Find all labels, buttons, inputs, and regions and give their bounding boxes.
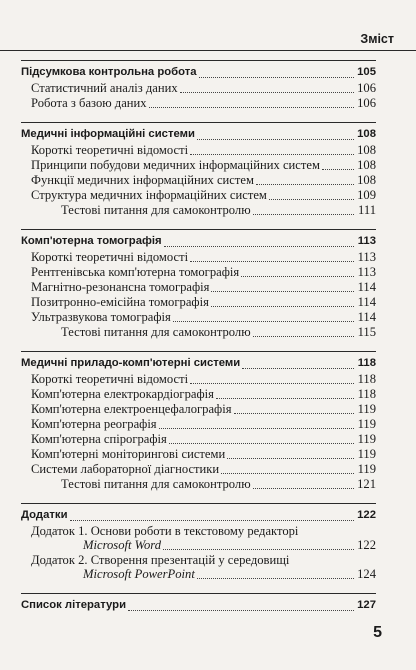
toc-entry-page: 109 — [357, 188, 376, 202]
dot-leader — [169, 443, 354, 444]
toc-section — [21, 351, 376, 498]
dot-leader — [163, 549, 354, 550]
toc-heading-label: Медичні приладо-комп'ютерні системи — [21, 357, 241, 369]
toc-entry-label: Microsoft Word — [83, 538, 162, 552]
toc-entry-page: 106 — [357, 96, 376, 110]
toc-entry[interactable] — [21, 417, 376, 432]
toc-section — [21, 229, 376, 346]
dot-leader — [164, 246, 354, 247]
toc-entry[interactable] — [21, 203, 376, 218]
toc-entry-page: 114 — [357, 295, 376, 309]
dot-leader — [322, 169, 354, 170]
toc-heading-label: Додатки — [21, 509, 68, 521]
toc-heading-page: 122 — [357, 509, 376, 521]
toc-heading[interactable] — [21, 126, 376, 143]
dot-leader — [253, 488, 354, 489]
toc-entry-label: Комп'ютерна електрокардіографія — [31, 387, 214, 401]
toc-heading-label: Список літератури — [21, 599, 127, 611]
toc-entry-page: 108 — [357, 158, 376, 172]
dot-leader — [242, 368, 354, 369]
toc-entry-label: Робота з базою даних — [31, 96, 147, 110]
dot-leader — [199, 77, 354, 78]
toc-entry-page: 119 — [357, 417, 376, 431]
toc-entry[interactable] — [21, 295, 376, 310]
toc-entry[interactable] — [21, 310, 376, 325]
toc-heading[interactable] — [21, 64, 376, 81]
dot-leader — [269, 199, 354, 200]
toc-entry-label: Тестові питання для самоконтролю — [61, 477, 251, 491]
toc-entry-label: Комп'ютерна спірографія — [31, 432, 167, 446]
dot-leader — [253, 214, 354, 215]
toc-entry[interactable] — [21, 96, 376, 111]
toc-entry-page: 108 — [357, 173, 376, 187]
toc-entry-label: Комп'ютерна електроенцефалографія — [31, 402, 232, 416]
toc-entry[interactable] — [21, 188, 376, 203]
toc-heading-label: Комп'ютерна томографія — [21, 235, 162, 247]
toc-heading-page: 127 — [357, 599, 376, 611]
toc-entry-label: Функції медичних інформаційних систем — [31, 173, 254, 187]
toc-entry-label: Додаток 2. Створення презентацій у середовищі — [31, 553, 290, 567]
toc-entry-label: Магнітно-резонансна томографія — [31, 280, 210, 294]
toc-entry-page: 118 — [357, 387, 376, 401]
toc-entry-page: 119 — [357, 432, 376, 446]
table-of-contents — [21, 60, 376, 625]
dot-leader — [190, 261, 354, 262]
dot-leader — [180, 92, 354, 93]
toc-heading[interactable] — [21, 507, 376, 524]
toc-entry-page: 118 — [357, 372, 376, 386]
toc-entry[interactable] — [21, 524, 376, 538]
toc-section — [21, 122, 376, 224]
toc-entry-page: 114 — [357, 280, 376, 294]
toc-entry[interactable] — [21, 567, 376, 582]
dot-leader — [197, 578, 354, 579]
page-number: 5 — [373, 624, 382, 641]
toc-heading-page: 108 — [357, 128, 376, 140]
toc-entry-page: 115 — [357, 325, 376, 339]
toc-heading[interactable] — [21, 355, 376, 372]
toc-heading[interactable] — [21, 597, 376, 614]
dot-leader — [256, 184, 354, 185]
toc-heading[interactable] — [21, 233, 376, 250]
toc-entry-label: Позитронно-емісійна томографія — [31, 295, 209, 309]
toc-entry-label: Короткі теоретичні відомості — [31, 143, 189, 157]
header-title: Зміст — [360, 32, 394, 46]
toc-entry-label: Тестові питання для самоконтролю — [61, 203, 251, 217]
toc-entry-page: 121 — [357, 477, 376, 491]
toc-entry-label: Ультразвукова томографія — [31, 310, 171, 324]
toc-entry[interactable] — [21, 265, 376, 280]
toc-entry[interactable] — [21, 553, 376, 567]
toc-entry-page: 108 — [357, 143, 376, 157]
dot-leader — [190, 383, 354, 384]
toc-entry-label: Комп'ютерна реографія — [31, 417, 157, 431]
dot-leader — [149, 107, 354, 108]
toc-entry-page: 119 — [357, 462, 376, 476]
toc-entry[interactable] — [21, 477, 376, 492]
toc-entry-label: Рентгенівська комп'ютерна томографія — [31, 265, 240, 279]
toc-entry[interactable] — [21, 387, 376, 402]
dot-leader — [211, 291, 354, 292]
toc-heading-page: 118 — [357, 357, 376, 369]
toc-entry-label: Тестові питання для самоконтролю — [61, 325, 251, 339]
toc-entry-page: 106 — [357, 81, 376, 95]
toc-section — [21, 60, 376, 117]
toc-entry-label: Короткі теоретичні відомості — [31, 372, 189, 386]
dot-leader — [211, 306, 354, 307]
dot-leader — [173, 321, 354, 322]
toc-entry-page: 113 — [357, 250, 376, 264]
dot-leader — [70, 520, 354, 521]
dot-leader — [128, 610, 354, 611]
toc-entry-page: 124 — [357, 567, 376, 581]
toc-section — [21, 503, 376, 588]
toc-entry[interactable] — [21, 462, 376, 477]
toc-heading-label: Підсумкова контрольна робота — [21, 66, 197, 78]
toc-entry-label: Статистичний аналіз даних — [31, 81, 178, 95]
toc-entry[interactable] — [21, 432, 376, 447]
toc-entry[interactable] — [21, 143, 376, 158]
toc-entry-label: Принципи побудови медичних інформаційних систем — [31, 158, 320, 172]
dot-leader — [216, 398, 354, 399]
toc-entry[interactable] — [21, 158, 376, 173]
toc-entry[interactable] — [21, 173, 376, 188]
dot-leader — [241, 276, 354, 277]
toc-entry-page: 113 — [357, 265, 376, 279]
toc-entry-label: Короткі теоретичні відомості — [31, 250, 189, 264]
toc-heading-page: 113 — [357, 235, 376, 247]
toc-entry-label: Системи лабораторної діагностики — [31, 462, 220, 476]
toc-entry-label: Комп'ютерні моніторингові системи — [31, 447, 226, 461]
toc-section — [21, 593, 376, 620]
dot-leader — [221, 473, 354, 474]
toc-entry[interactable] — [21, 447, 376, 462]
dot-leader — [190, 154, 354, 155]
running-header — [0, 28, 416, 51]
toc-entry[interactable] — [21, 538, 376, 553]
dot-leader — [234, 413, 355, 414]
toc-heading-page: 105 — [357, 66, 376, 78]
toc-entry-page: 114 — [357, 310, 376, 324]
toc-entry-page: 119 — [357, 447, 376, 461]
dot-leader — [227, 458, 354, 459]
toc-entry[interactable] — [21, 250, 376, 265]
toc-entry[interactable] — [21, 81, 376, 96]
toc-entry-label: Структура медичних інформаційних систем — [31, 188, 267, 202]
dot-leader — [159, 428, 354, 429]
toc-entry-page: 119 — [357, 402, 376, 416]
toc-entry[interactable] — [21, 280, 376, 295]
toc-entry-page: 122 — [357, 538, 376, 552]
dot-leader — [197, 139, 354, 140]
toc-entry[interactable] — [21, 372, 376, 387]
toc-entry-page: 111 — [358, 203, 376, 217]
toc-entry-label: Microsoft PowerPoint — [83, 567, 195, 581]
toc-heading-label: Медичні інформаційні системи — [21, 128, 195, 140]
dot-leader — [253, 336, 354, 337]
toc-entry-label: Додаток 1. Основи роботи в текстовому редакторі — [31, 524, 299, 538]
toc-entry[interactable] — [21, 325, 376, 340]
toc-entry[interactable] — [21, 402, 376, 417]
